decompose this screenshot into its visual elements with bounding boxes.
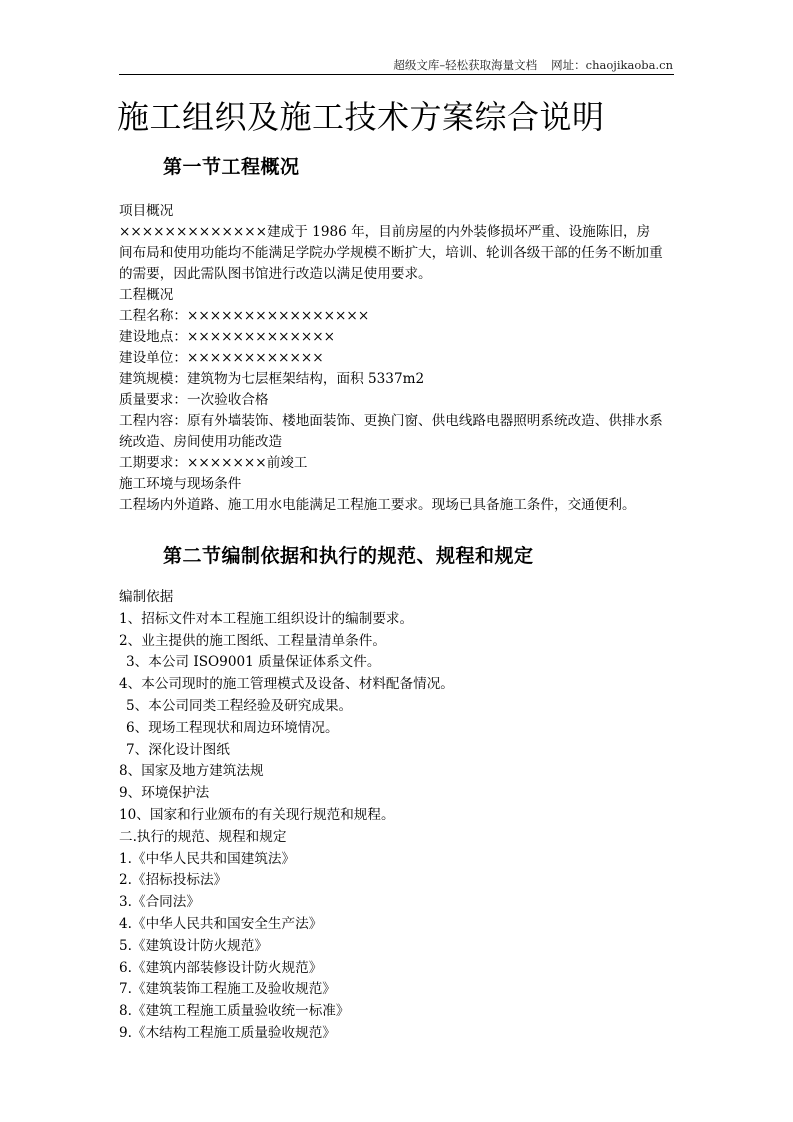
list-item: 4、本公司现时的施工管理模式及设备、材料配备情况。 — [119, 676, 454, 693]
list-item: 8、国家及地方建筑法规 — [119, 763, 264, 780]
site-slogan: 超级文库–轻松获取海量文档 — [393, 58, 538, 72]
list-item: 1、招标文件对本工程施工组织设计的编制要求。 — [119, 610, 414, 627]
list-item: 3、本公司 ISO9001 质量保证体系文件。 — [126, 654, 381, 671]
section1-heading: 第一节工程概况 — [163, 156, 300, 178]
paragraph-line: 项目概况 — [119, 203, 174, 219]
document-title: 施工组织及施工技术方案综合说明 — [117, 98, 605, 136]
paragraph-line: 统改造、房间使用功能改造 — [119, 434, 283, 450]
header-rule — [119, 74, 674, 75]
list-item: 6.《建筑内部装修设计防火规范》 — [119, 959, 323, 976]
section1-body — [119, 201, 679, 516]
list-item: 4.《中华人民共和国安全生产法》 — [119, 915, 323, 932]
paragraph-line: 建设单位：×××××××××××× — [119, 350, 324, 366]
list-item: 3.《合同法》 — [119, 894, 200, 911]
paragraph-line: 工程内容：原有外墙装饰、楼地面装饰、更换门窗、供电线路电器照明系统改造、供排水系 — [119, 413, 663, 429]
list-item: 5.《建筑设计防火规范》 — [119, 937, 268, 954]
list-item: 8.《建筑工程施工质量验收统一标准》 — [119, 1003, 350, 1020]
list-item: 5、本公司同类工程经验及研究成果。 — [126, 697, 353, 714]
paragraph-line: 工程场内外道路、施工用水电能满足工程施工要求。现场已具备施工条件，交通便利。 — [119, 497, 636, 513]
list-item: 2、业主提供的施工图纸、工程量清单条件。 — [119, 632, 386, 649]
list-item: 9.《木结构工程施工质量验收规范》 — [119, 1024, 336, 1041]
paragraph-line: 间布局和使用功能均不能满足学院办学规模不断扩大，培训、轮训各级干部的任务不断加重 — [119, 245, 663, 261]
paragraph-line: 编制依据 — [119, 589, 174, 605]
site-url: 网址：chaojikaoba.cn — [551, 58, 673, 72]
list-item: 7.《建筑装饰工程施工及验收规范》 — [119, 981, 336, 998]
list-item: 10、国家和行业颁布的有关现行规范和规程。 — [119, 806, 395, 823]
paragraph-line: 施工环境与现场条件 — [119, 476, 242, 492]
paragraph-line: 工程概况 — [119, 287, 174, 303]
subheading-line: 二.执行的规范、规程和规定 — [119, 828, 287, 845]
paragraph-line: 的需要，因此需队图书馆进行改造以满足使用要求。 — [119, 266, 432, 282]
section2-body — [119, 587, 679, 1045]
page-header — [379, 57, 673, 73]
list-item: 6、现场工程现状和周边环境情况。 — [126, 719, 339, 736]
paragraph-line: ×××××××××××××建成于 1986 年，目前房屋的内外装修损坏严重、设施陈旧，房 — [119, 224, 651, 240]
list-item: 7、深化设计图纸 — [126, 741, 230, 758]
paragraph-line: 质量要求：一次验收合格 — [119, 392, 269, 408]
list-item: 2.《招标投标法》 — [119, 872, 228, 889]
paragraph-line: 建设地点：××××××××××××× — [119, 329, 336, 345]
paragraph-line: 工程名称：×××××××××××××××× — [119, 308, 370, 324]
section2-heading: 第二节编制依据和执行的规范、规程和规定 — [163, 545, 534, 567]
list-item: 1.《中华人民共和国建筑法》 — [119, 850, 296, 867]
paragraph-line: 工期要求：×××××××前竣工 — [119, 455, 308, 471]
list-item: 9、环境保护法 — [119, 785, 210, 802]
paragraph-line: 建筑规模：建筑物为七层框架结构，面积 5337m2 — [119, 371, 425, 387]
